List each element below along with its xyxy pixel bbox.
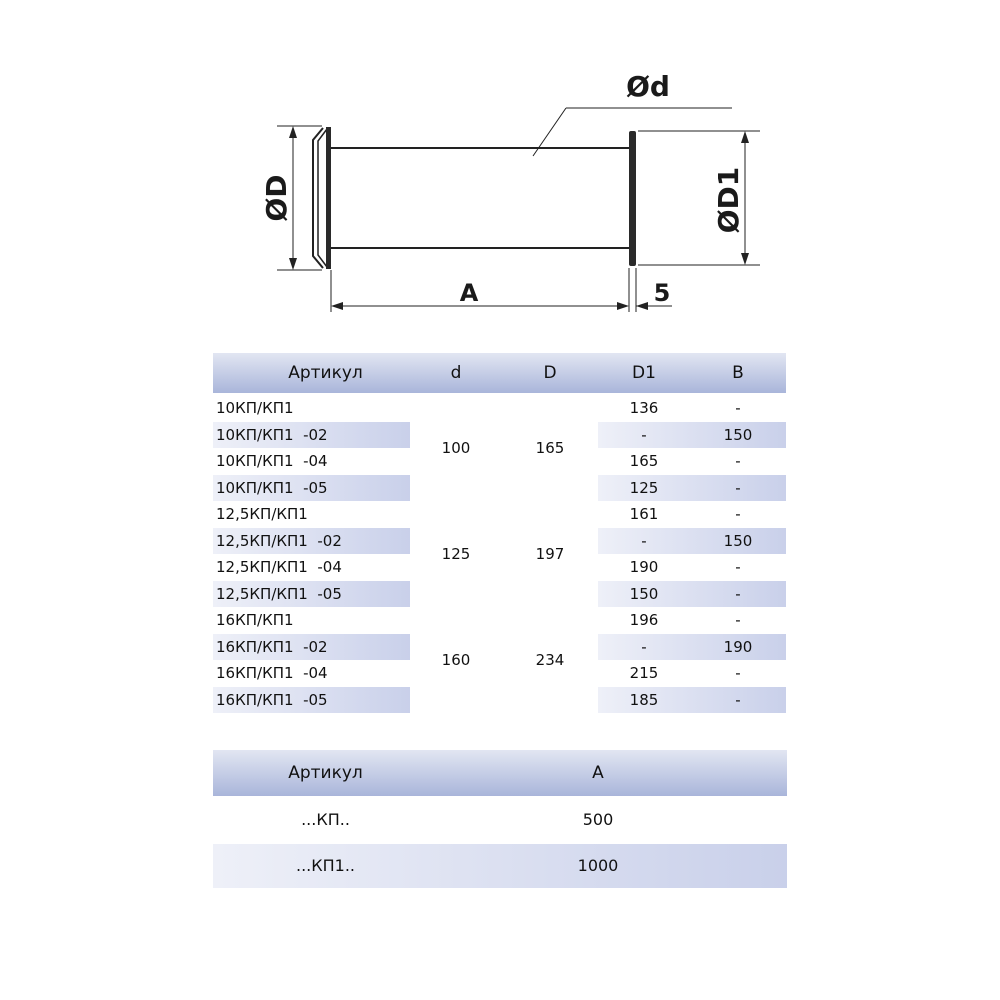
header-A: A [592, 763, 604, 783]
header-article: Артикул [288, 363, 363, 383]
D1-arrow-top [741, 131, 749, 143]
cell-D-merged: 197 [535, 545, 565, 563]
grille-inner-profile [318, 129, 327, 267]
A-arrow-right [617, 302, 629, 310]
D-arrow-bottom [289, 258, 297, 270]
cell-article: 12,5КП/КП1 -04 [216, 558, 342, 576]
cell-D1: 125 [629, 478, 659, 497]
cell-d-merged: 125 [441, 545, 471, 563]
cell-D1: 136 [629, 399, 659, 417]
cell-article: 16КП/КП1 -05 [216, 690, 328, 709]
cell-A: 500 [582, 810, 614, 829]
cell-B: 150 [723, 425, 753, 444]
cell-D1: 165 [629, 452, 659, 470]
D-arrow-top [289, 126, 297, 138]
cell-article: 10КП/КП1 -05 [216, 478, 328, 497]
cell-B: - [735, 478, 741, 497]
cell-B: - [735, 452, 741, 470]
right-flange [629, 131, 636, 266]
cell-D1: 215 [629, 664, 659, 682]
spec-table-header [213, 353, 786, 393]
cell-article: 16КП/КП1 -04 [216, 664, 328, 682]
cell-D1: - [641, 531, 647, 550]
cell-B: - [735, 611, 741, 629]
cell-B: - [735, 690, 741, 709]
header-B: B [732, 363, 744, 383]
cell-A: 1000 [577, 856, 619, 875]
D1-arrow-bottom [741, 253, 749, 265]
A-arrow-left [331, 302, 343, 310]
cell-B: 150 [723, 531, 753, 550]
header-article: Артикул [288, 763, 363, 783]
cell-B: - [735, 664, 741, 682]
cell-article: 10КП/КП1 -04 [216, 452, 328, 470]
cell-article: 12,5КП/КП1 [216, 505, 308, 523]
cell-B: - [735, 584, 741, 603]
cell-d-merged: 100 [441, 439, 471, 457]
cell-d-merged: 160 [441, 651, 471, 669]
cell-D1: 161 [629, 505, 659, 523]
header-D: D [543, 363, 557, 383]
cell-D-merged: 165 [535, 439, 565, 457]
cell-D1: 185 [629, 690, 659, 709]
cell-article: ...КП.. [301, 810, 350, 829]
cell-article: 10КП/КП1 [216, 399, 294, 417]
cell-D1: - [641, 637, 647, 656]
table-row [213, 798, 787, 842]
cell-B: 190 [723, 637, 753, 656]
cell-article: 10КП/КП1 -02 [216, 425, 328, 444]
cell-B: - [735, 558, 741, 576]
d-dimension-label: Ød [626, 70, 670, 103]
cell-article: ...КП1.. [296, 856, 355, 875]
D-dimension-label: ØD [260, 174, 293, 222]
offset-arrow [636, 302, 648, 310]
header-d: d [450, 363, 462, 383]
cell-article: 12,5КП/КП1 -05 [216, 584, 342, 603]
offset-dimension-label: 5 [653, 279, 671, 307]
pipe-dimension-drawing [0, 0, 1000, 330]
cell-D1: 150 [629, 584, 659, 603]
D1-dimension-label: ØD1 [712, 166, 745, 234]
cell-B: - [735, 399, 741, 417]
table-row [213, 844, 787, 888]
cell-D1: - [641, 425, 647, 444]
cell-article: 16КП/КП1 [216, 611, 294, 629]
cell-article: 12,5КП/КП1 -02 [216, 531, 342, 550]
header-D1: D1 [632, 363, 656, 383]
cell-D1: 196 [629, 611, 659, 629]
A-dimension-label: A [459, 279, 479, 307]
grille-flange [326, 127, 331, 269]
cell-D1: 190 [629, 558, 659, 576]
cell-article: 16КП/КП1 -02 [216, 637, 328, 656]
length-table-header [213, 750, 787, 796]
cell-B: - [735, 505, 741, 523]
cell-D-merged: 234 [535, 651, 565, 669]
